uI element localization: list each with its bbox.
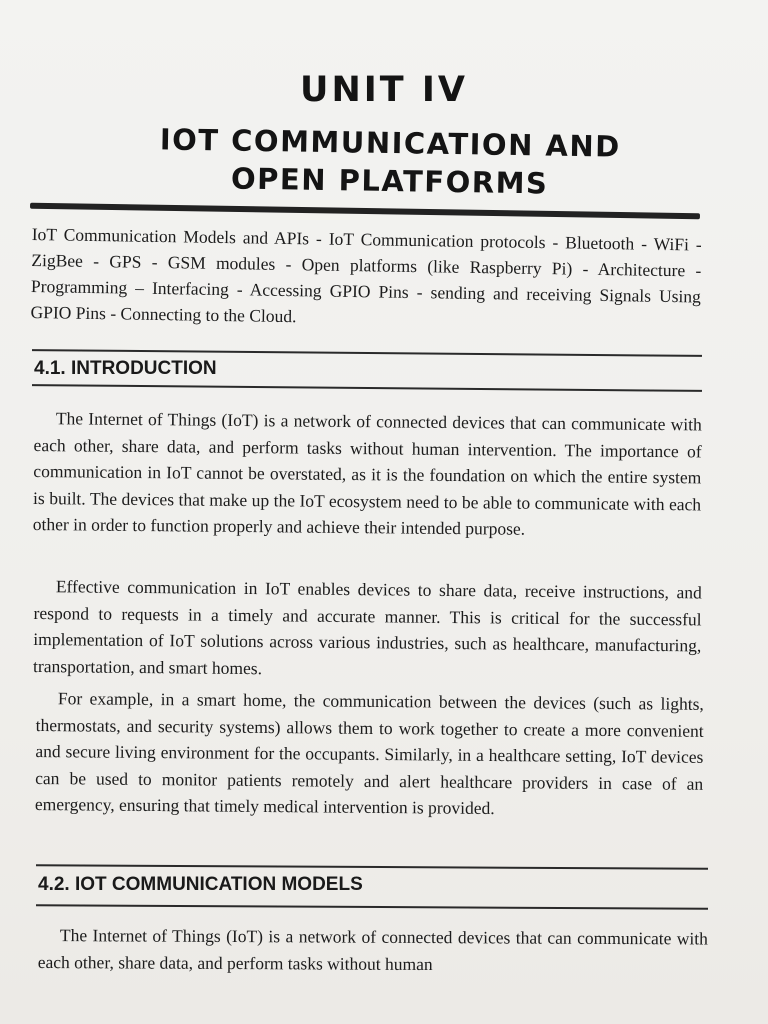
intro-paragraph-1: The Internet of Things (IoT) is a network of connected devices that can communicate with each other, share data, and perform tasks without human intervention. The importance of communication in IoT cannot be overstated, as it is the foundation on which the entire system is built. The devices that make up the IoT ecosystem need to be able to communicate with each other in order to function properly and achieve their intended purpose. — [32, 408, 702, 539]
section-heading-introduction: 4.1. INTRODUCTION — [34, 358, 217, 379]
intro-paragraph-2: Effective communication in IoT enables devices to share data, receive instructions, and respond to requests in a timely and accurate manner. This is critical for the successful implementation of IoT solutions across various industries, such as healthcare, manufacturing, transportation, and smart homes. — [33, 576, 702, 678]
title-underline — [30, 203, 700, 220]
section-rule-top — [36, 864, 708, 869]
models-paragraph-1: The Internet of Things (IoT) is a network of connected devices that can communicate with each other, share data, and perform tasks without human — [37, 925, 708, 974]
unit-topics-summary: IoT Communication Models and APIs - IoT Communication protocols - Bluetooth - WiFi - ZigBee - GPS - GSM modules - Open platforms (like Raspberry Pi) - Architecture - Programming – Interfacing - Accessing GPIO Pins - sending and receiving Signals Using GPIO Pins - Connecting to the Cloud. — [30, 223, 702, 327]
section-heading-communication-models: 4.2. IOT COMMUNICATION MODELS — [38, 874, 363, 895]
intro-paragraph-3: For example, in a smart home, the communication between the devices (such as lights, thermostats, and security systems) allows them to work together to create a more convenient and secure living environment for the occupants. Similarly, in a healthcare setting, IoT devices can be used to monitor patients remotely and alert healthcare providers in case of an emergency, ensuring that timely medical intervention is provided. — [34, 688, 704, 819]
section-rule-bottom — [36, 904, 708, 909]
unit-title: UNIT IV — [300, 70, 468, 110]
chapter-title-line-1: IOT COMMUNICATION AND — [159, 122, 622, 164]
chapter-title — [49, 119, 730, 206]
chapter-title-line-2: OPEN PLATFORMS — [230, 161, 549, 201]
section-rule-top — [32, 349, 702, 356]
section-rule-bottom — [32, 384, 702, 391]
